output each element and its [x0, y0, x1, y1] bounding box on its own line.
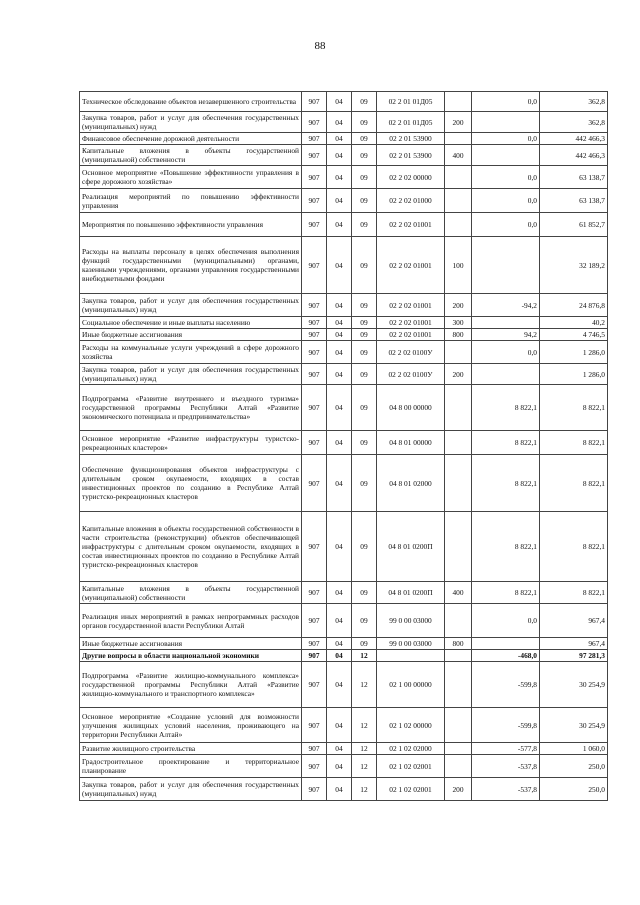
total-amount: 250,0: [540, 755, 608, 778]
row-name: Подпрограмма «Развитие жилищно-коммунального комплекса» государственной программы Республики Алтай «Развитие жилищно-коммунального и транспортного комплекса»: [80, 662, 302, 708]
change-amount: [472, 145, 540, 166]
total-amount: 442 466,3: [540, 133, 608, 145]
admin-code: 907: [302, 604, 327, 638]
admin-code: 907: [302, 582, 327, 604]
expense-type-code: 200: [445, 778, 472, 801]
total-amount: 24 876,8: [540, 294, 608, 317]
admin-code: 907: [302, 708, 327, 743]
section-code: 04: [327, 743, 352, 755]
row-name: Закупка товаров, работ и услуг для обеспечения государственных (муниципальных) нужд: [80, 294, 302, 317]
subsection-code: 12: [352, 743, 377, 755]
section-code: 04: [327, 213, 352, 237]
section-code: 04: [327, 364, 352, 385]
admin-code: 907: [302, 329, 327, 341]
target-article-code: 02 2 02 01001: [377, 237, 445, 294]
section-code: 04: [327, 778, 352, 801]
subsection-code: 09: [352, 294, 377, 317]
section-code: 04: [327, 166, 352, 189]
expense-type-code: [445, 743, 472, 755]
table-row: [80, 385, 608, 431]
subsection-code: 09: [352, 329, 377, 341]
change-amount: [472, 364, 540, 385]
target-article-code: 02 2 01 53900: [377, 133, 445, 145]
subsection-code: 12: [352, 662, 377, 708]
table-row: [80, 317, 608, 329]
section-code: 04: [327, 638, 352, 650]
table-row: [80, 364, 608, 385]
expense-type-code: [445, 189, 472, 213]
section-code: 04: [327, 755, 352, 778]
section-code: 04: [327, 189, 352, 213]
section-code: 04: [327, 294, 352, 317]
admin-code: 907: [302, 512, 327, 582]
total-amount: 442 466,3: [540, 145, 608, 166]
expense-type-code: [445, 166, 472, 189]
section-code: 04: [327, 662, 352, 708]
row-name: Расходы на коммунальные услуги учреждений в сфере дорожного хозяйства: [80, 341, 302, 364]
expense-type-code: 200: [445, 364, 472, 385]
expense-type-code: [445, 213, 472, 237]
target-article-code: 04 8 01 0200П: [377, 582, 445, 604]
expense-type-code: [445, 512, 472, 582]
budget-table: [79, 91, 608, 801]
table-row: [80, 145, 608, 166]
change-amount: 8 822,1: [472, 455, 540, 512]
subsection-code: 09: [352, 317, 377, 329]
subsection-code: 09: [352, 638, 377, 650]
total-amount: 8 822,1: [540, 431, 608, 455]
change-amount: -537,8: [472, 755, 540, 778]
expense-type-code: 200: [445, 112, 472, 133]
target-article-code: 02 2 01 01Д05: [377, 92, 445, 112]
subsection-code: 09: [352, 512, 377, 582]
change-amount: 0,0: [472, 604, 540, 638]
row-name: Основное мероприятие «Повышение эффективности управления в сфере дорожного хозяйства»: [80, 166, 302, 189]
total-amount: 8 822,1: [540, 582, 608, 604]
table-row: [80, 166, 608, 189]
section-code: 04: [327, 431, 352, 455]
target-article-code: 02 2 02 01001: [377, 294, 445, 317]
table-row: [80, 237, 608, 294]
target-article-code: 02 2 01 01Д05: [377, 112, 445, 133]
row-name: Закупка товаров, работ и услуг для обеспечения государственных (муниципальных) нужд: [80, 112, 302, 133]
total-amount: 40,2: [540, 317, 608, 329]
section-code: 04: [327, 341, 352, 364]
subsection-code: 12: [352, 755, 377, 778]
subsection-code: 09: [352, 133, 377, 145]
admin-code: 907: [302, 455, 327, 512]
row-name: Развитие жилищного строительства: [80, 743, 302, 755]
total-amount: 63 138,7: [540, 189, 608, 213]
expense-type-code: [445, 755, 472, 778]
total-amount: 967,4: [540, 604, 608, 638]
target-article-code: 04 8 01 0200П: [377, 512, 445, 582]
table-row: [80, 755, 608, 778]
row-name: Финансовое обеспечение дорожной деятельности: [80, 133, 302, 145]
total-amount: 8 822,1: [540, 512, 608, 582]
table-row: [80, 743, 608, 755]
admin-code: 907: [302, 166, 327, 189]
row-name: Капитальные вложения в объекты государственной (муниципальной) собственности: [80, 145, 302, 166]
target-article-code: 02 2 02 0100У: [377, 364, 445, 385]
expense-type-code: [445, 385, 472, 431]
subsection-code: 09: [352, 237, 377, 294]
total-amount: 1 060,0: [540, 743, 608, 755]
target-article-code: 99 0 00 03000: [377, 638, 445, 650]
subsection-code: 09: [352, 582, 377, 604]
change-amount: -94,2: [472, 294, 540, 317]
change-amount: -577,8: [472, 743, 540, 755]
section-code: 04: [327, 145, 352, 166]
change-amount: 0,0: [472, 133, 540, 145]
admin-code: 907: [302, 189, 327, 213]
subsection-code: 09: [352, 112, 377, 133]
row-name: Иные бюджетные ассигнования: [80, 638, 302, 650]
section-code: 04: [327, 582, 352, 604]
total-amount: 1 286,0: [540, 364, 608, 385]
table-row: [80, 662, 608, 708]
subsection-code: 12: [352, 778, 377, 801]
table-row: [80, 329, 608, 341]
target-article-code: 02 2 02 01001: [377, 317, 445, 329]
total-amount: 8 822,1: [540, 455, 608, 512]
admin-code: 907: [302, 294, 327, 317]
expense-type-code: [445, 662, 472, 708]
subsection-code: 09: [352, 455, 377, 512]
expense-type-code: [445, 708, 472, 743]
page-number: 88: [314, 40, 326, 52]
admin-code: 907: [302, 145, 327, 166]
change-amount: [472, 237, 540, 294]
row-name: Закупка товаров, работ и услуг для обеспечения государственных (муниципальных) нужд: [80, 364, 302, 385]
table-row: [80, 133, 608, 145]
admin-code: 907: [302, 662, 327, 708]
row-name: Социальное обеспечение и иные выплаты населению: [80, 317, 302, 329]
expense-type-code: 200: [445, 294, 472, 317]
admin-code: 907: [302, 133, 327, 145]
admin-code: 907: [302, 213, 327, 237]
total-amount: 4 746,5: [540, 329, 608, 341]
admin-code: 907: [302, 650, 327, 662]
table-row: [80, 512, 608, 582]
section-code: 04: [327, 329, 352, 341]
section-code: 04: [327, 604, 352, 638]
admin-code: 907: [302, 237, 327, 294]
admin-code: 907: [302, 112, 327, 133]
section-code: 04: [327, 112, 352, 133]
admin-code: 907: [302, 778, 327, 801]
section-code: 04: [327, 385, 352, 431]
row-name: Градостроительное проектирование и территориальное планирование: [80, 755, 302, 778]
expense-type-code: [445, 133, 472, 145]
table-row: [80, 92, 608, 112]
change-amount: [472, 638, 540, 650]
total-amount: 362,8: [540, 112, 608, 133]
expense-type-code: [445, 650, 472, 662]
row-name: Основное мероприятие «Создание условий для возможности улучшения жилищных условий населения, проживающего на территории Республики Алтай»: [80, 708, 302, 743]
target-article-code: 02 2 02 01001: [377, 329, 445, 341]
section-code: 04: [327, 650, 352, 662]
change-amount: 0,0: [472, 166, 540, 189]
change-amount: -599,8: [472, 708, 540, 743]
table-row: [80, 638, 608, 650]
table-row: [80, 189, 608, 213]
total-amount: 32 189,2: [540, 237, 608, 294]
expense-type-code: 800: [445, 329, 472, 341]
section-code: 04: [327, 237, 352, 294]
change-amount: 8 822,1: [472, 385, 540, 431]
row-name: Техническое обследование объектов незавершенного строительства: [80, 92, 302, 112]
expense-type-code: 400: [445, 145, 472, 166]
table-row: [80, 431, 608, 455]
total-amount: 30 254,9: [540, 708, 608, 743]
total-amount: 1 286,0: [540, 341, 608, 364]
target-article-code: 04 8 01 02000: [377, 455, 445, 512]
change-amount: 0,0: [472, 92, 540, 112]
row-name: Иные бюджетные ассигнования: [80, 329, 302, 341]
total-amount: 97 281,3: [540, 650, 608, 662]
expense-type-code: [445, 604, 472, 638]
change-amount: 0,0: [472, 341, 540, 364]
section-code: 04: [327, 317, 352, 329]
target-article-code: 02 1 02 02001: [377, 778, 445, 801]
subsection-code: 09: [352, 341, 377, 364]
change-amount: 0,0: [472, 189, 540, 213]
table-row: [80, 778, 608, 801]
admin-code: 907: [302, 743, 327, 755]
expense-type-code: 400: [445, 582, 472, 604]
change-amount: 94,2: [472, 329, 540, 341]
total-amount: 61 852,7: [540, 213, 608, 237]
admin-code: 907: [302, 317, 327, 329]
expense-type-code: 800: [445, 638, 472, 650]
row-name: Капитальные вложения в объекты государственной собственности в части строительства (реконструкции) объектов обеспечивающей инфраструктуры с длительным сроком окупаемости, входящих в состав инвестиционных проектов по созданию в Республике Алтай туристско-рекреационных кластеров: [80, 512, 302, 582]
row-name: Основное мероприятие «Развитие инфраструктуры туристско-рекреационных кластеров»: [80, 431, 302, 455]
row-name: Реализация мероприятий по повышению эффективности управления: [80, 189, 302, 213]
admin-code: 907: [302, 638, 327, 650]
change-amount: 0,0: [472, 213, 540, 237]
target-article-code: 02 1 02 02000: [377, 743, 445, 755]
subsection-code: 09: [352, 145, 377, 166]
section-code: 04: [327, 455, 352, 512]
expense-type-code: 100: [445, 237, 472, 294]
admin-code: 907: [302, 364, 327, 385]
subsection-code: 09: [352, 604, 377, 638]
target-article-code: 99 0 00 03000: [377, 604, 445, 638]
row-name: Мероприятия по повышению эффективности управления: [80, 213, 302, 237]
expense-type-code: [445, 341, 472, 364]
target-article-code: 02 2 02 01001: [377, 213, 445, 237]
table-row: [80, 294, 608, 317]
target-article-code: 02 2 01 53900: [377, 145, 445, 166]
table-row: [80, 455, 608, 512]
row-name: Закупка товаров, работ и услуг для обеспечения государственных (муниципальных) нужд: [80, 778, 302, 801]
table-row: [80, 604, 608, 638]
target-article-code: 02 1 02 00000: [377, 708, 445, 743]
subsection-code: 09: [352, 364, 377, 385]
expense-type-code: [445, 92, 472, 112]
total-amount: 362,8: [540, 92, 608, 112]
table-row: [80, 582, 608, 604]
subsection-code: 09: [352, 213, 377, 237]
change-amount: [472, 112, 540, 133]
section-code: 04: [327, 708, 352, 743]
target-article-code: 04 8 01 00000: [377, 431, 445, 455]
change-amount: 8 822,1: [472, 512, 540, 582]
change-amount: 8 822,1: [472, 431, 540, 455]
admin-code: 907: [302, 431, 327, 455]
subsection-code: 09: [352, 166, 377, 189]
total-amount: 8 822,1: [540, 385, 608, 431]
row-name: Расходы на выплаты персоналу в целях обеспечения выполнения функций государственными (муниципальными) органами, казенными учреждениями, органами управления государственными внебюджетными фондами: [80, 237, 302, 294]
row-name: Капитальные вложения в объекты государственной (муниципальной) собственности: [80, 582, 302, 604]
subsection-code: 09: [352, 431, 377, 455]
section-code: 04: [327, 92, 352, 112]
row-name: Другие вопросы в области национальной экономики: [80, 650, 302, 662]
total-amount: 967,4: [540, 638, 608, 650]
admin-code: 907: [302, 755, 327, 778]
total-amount: 63 138,7: [540, 166, 608, 189]
table-row: [80, 708, 608, 743]
change-amount: -599,8: [472, 662, 540, 708]
table-row: [80, 341, 608, 364]
expense-type-code: 300: [445, 317, 472, 329]
section-code: 04: [327, 512, 352, 582]
total-amount: 30 254,9: [540, 662, 608, 708]
table-row: [80, 650, 608, 662]
total-amount: 250,0: [540, 778, 608, 801]
target-article-code: 02 1 02 02001: [377, 755, 445, 778]
expense-type-code: [445, 431, 472, 455]
target-article-code: [377, 650, 445, 662]
admin-code: 907: [302, 385, 327, 431]
row-name: Обеспечение функционирования объектов инфраструктуры с длительным сроком окупаемости, входящих в состав инвестиционных проектов по созданию в Республике Алтай туристско-рекреационных кластеров: [80, 455, 302, 512]
change-amount: 8 822,1: [472, 582, 540, 604]
target-article-code: 02 1 00 00000: [377, 662, 445, 708]
subsection-code: 09: [352, 189, 377, 213]
target-article-code: 02 2 02 01000: [377, 189, 445, 213]
subsection-code: 09: [352, 385, 377, 431]
table-row: [80, 213, 608, 237]
subsection-code: 09: [352, 92, 377, 112]
admin-code: 907: [302, 92, 327, 112]
row-name: Реализация иных мероприятий в рамках непрограммных расходов органов государственной власти Республики Алтай: [80, 604, 302, 638]
expense-type-code: [445, 455, 472, 512]
subsection-code: 12: [352, 708, 377, 743]
table-row: [80, 112, 608, 133]
target-article-code: 02 2 02 0100У: [377, 341, 445, 364]
subsection-code: 12: [352, 650, 377, 662]
target-article-code: 04 8 00 00000: [377, 385, 445, 431]
section-code: 04: [327, 133, 352, 145]
target-article-code: 02 2 02 00000: [377, 166, 445, 189]
row-name: Подпрограмма «Развитие внутреннего и въездного туризма» государственной программы Республики Алтай «Развитие экономического потенциала и предпринимательства»: [80, 385, 302, 431]
change-amount: [472, 317, 540, 329]
change-amount: -468,0: [472, 650, 540, 662]
change-amount: -537,8: [472, 778, 540, 801]
admin-code: 907: [302, 341, 327, 364]
